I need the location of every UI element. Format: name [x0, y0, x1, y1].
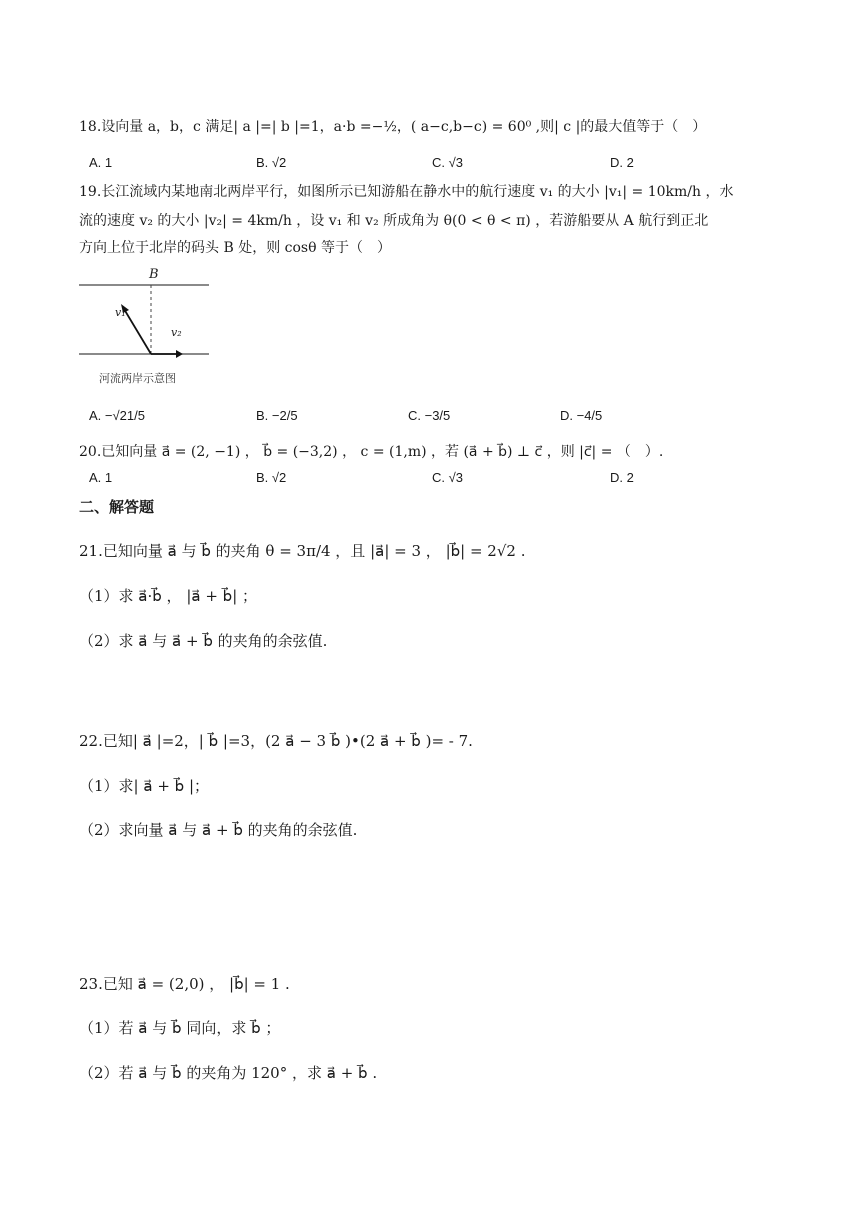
label-b: B: [149, 267, 159, 282]
q20-option-b: B. √2: [256, 470, 287, 485]
q20-option-d: D. 2: [610, 470, 634, 485]
q18-option-c: C. √3: [432, 155, 463, 170]
figure-caption: 河流两岸示意图: [99, 372, 176, 385]
v2-arrow-head: [176, 350, 183, 358]
section-title: 二、解答题: [79, 499, 155, 516]
q23-part-2: （2）若 a⃗ 与 b⃗ 的夹角为 120° ，求 a⃗ + b⃗ .: [79, 1064, 378, 1082]
v1-arrow-shaft: [124, 309, 151, 354]
q21-part-2: （2）求 a⃗ 与 a⃗ + b⃗ 的夹角的余弦值.: [79, 632, 328, 650]
q20-option-a: A. 1: [89, 470, 113, 485]
q23-part-1: （1）若 a⃗ 与 b⃗ 同向，求 b⃗ ；: [79, 1019, 281, 1037]
river-diagram: [79, 262, 211, 390]
q19-option-d: D. −4/5: [560, 408, 603, 423]
q21-stem: 21.已知向量 a⃗ 与 b⃗ 的夹角 θ = 3π/4 ，且 |a⃗| = 3 ， |b⃗| = 2√2 .: [79, 542, 526, 560]
q18-option-d: D. 2: [610, 155, 634, 170]
q19-option-c: C. −3/5: [408, 408, 451, 423]
q20-stem: 20.已知向量 a⃗ = (2, −1) ， b⃗ = (−3,2) ， c = (1,m) ，若 (a⃗ + b⃗) ⊥ c⃗ ，则 |c⃗| = （ ）.: [79, 444, 664, 460]
label-v2: v₂: [171, 326, 182, 339]
q18-option-b: B. √2: [256, 155, 287, 170]
river-diagram-svg: [79, 262, 211, 390]
q19-line-2: 流的速度 v₂ 的大小 |v₂| = 4km/h ，设 v₁ 和 v₂ 所成角为 θ(0 < θ < π) ，若游船要从 A 航行到正北: [79, 213, 709, 229]
q19-line-1: 19.长江流域内某地南北两岸平行，如图所示已知游船在静水中的航行速度 v₁ 的大小 |v₁| = 10km/h ，水: [79, 184, 734, 200]
q18-stem: 18.设向量 a，b，c 满足| a |=| b |=1，a·b =−½，( a−c,b−c) = 60⁰ ,则| c |的最大值等于（ ）: [79, 119, 707, 135]
q20-option-c: C. √3: [432, 470, 463, 485]
q19-option-a: A. −√21/5: [89, 408, 145, 423]
q22-part-1: （1）求| a⃗ + b⃗ |；: [79, 777, 210, 795]
q19-option-b: B. −2/5: [256, 408, 298, 423]
q19-line-3: 方向上位于北岸的码头 B 处，则 cosθ 等于（ ）: [79, 240, 391, 256]
q18-option-a: A. 1: [89, 155, 113, 170]
label-v1: v₁: [115, 306, 126, 319]
q22-stem: 22.已知| a⃗ |=2，| b⃗ |=3，(2 a⃗ − 3 b⃗ )•(2 a⃗ + b⃗ )= - 7.: [79, 732, 473, 750]
q21-part-1: （1）求 a⃗·b⃗ ， |a⃗ + b⃗| ；: [79, 587, 258, 605]
q23-stem: 23.已知 a⃗ = (2,0) ， |b⃗| = 1 .: [79, 975, 290, 993]
q22-part-2: （2）求向量 a⃗ 与 a⃗ + b⃗ 的夹角的余弦值.: [79, 821, 358, 839]
